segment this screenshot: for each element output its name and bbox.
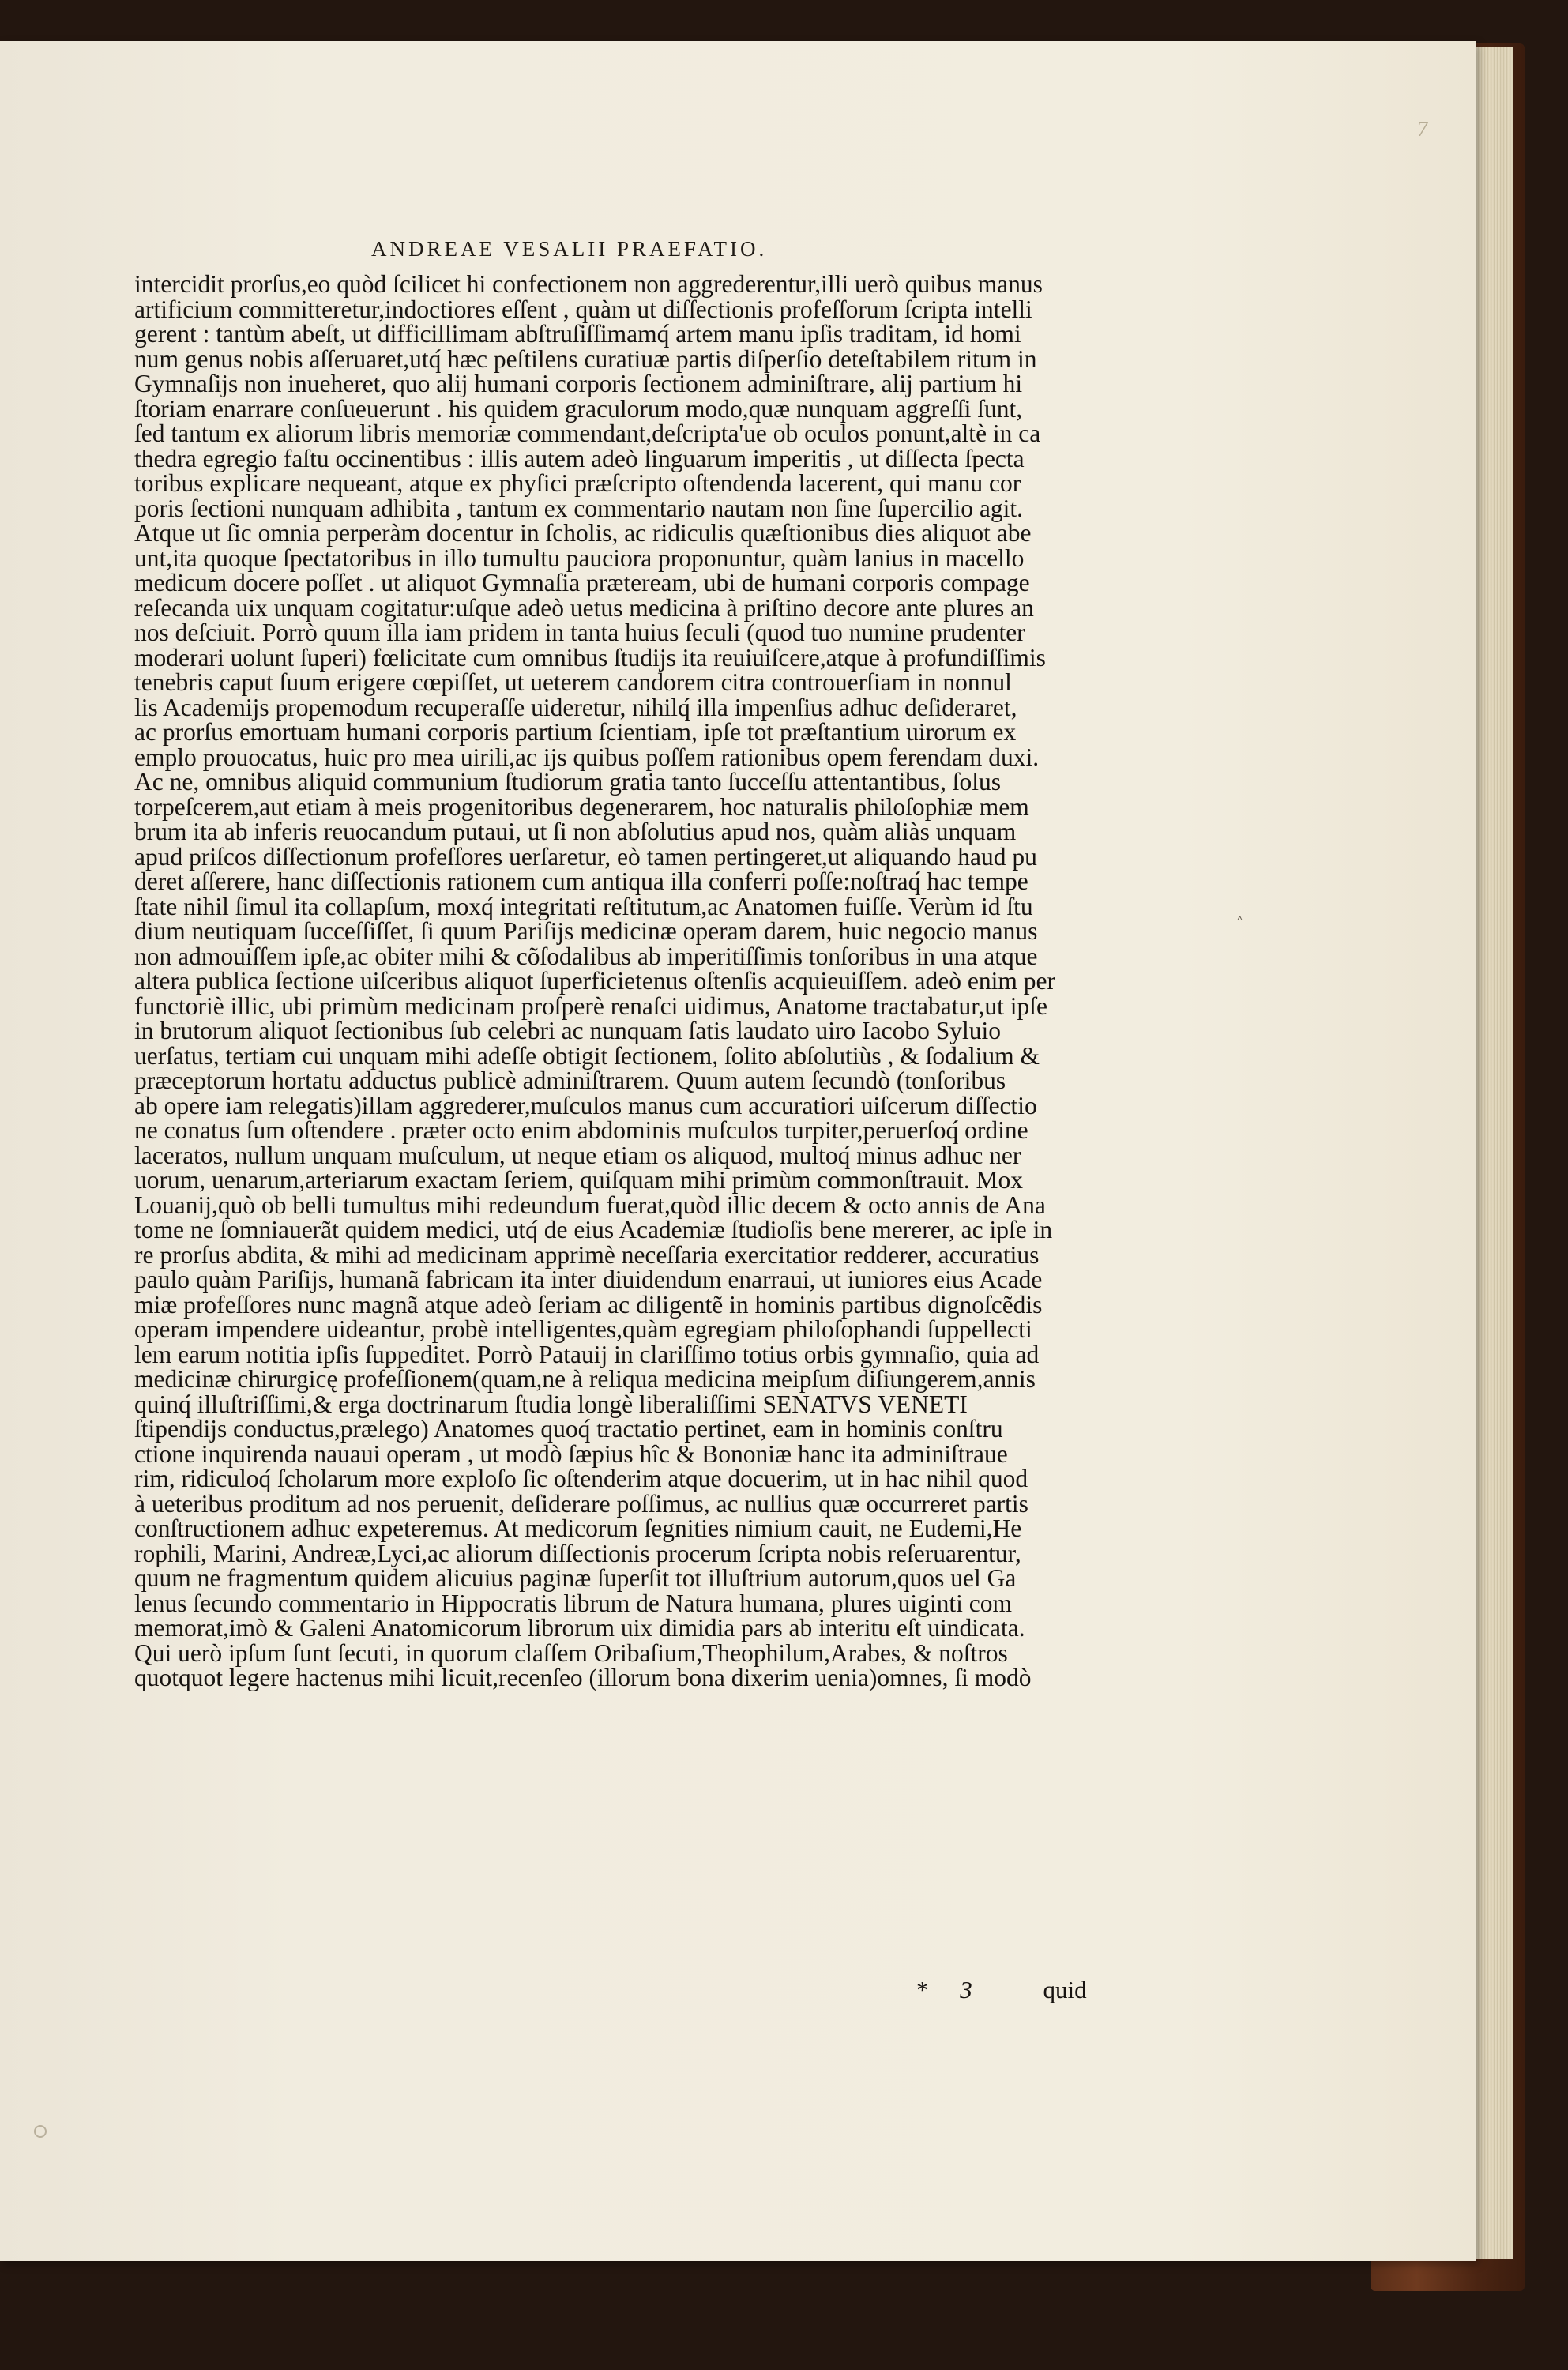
- text-line: nos deſciuit. Porrò quum illa iam pridem in tanta huius ſeculi (quod tuo numine prudenter: [134, 619, 1025, 646]
- text-line: ac prorſus emortuam humani corporis partium ſcientiam, ipſe tot præſtantium uirorum ex: [134, 718, 1017, 746]
- text-line: poris ſectioni nunquam adhibita , tantum ex commentario nautam non ſine ſupercilio agit.: [134, 494, 1023, 522]
- text-line: memorat,imò & Galeni Anatomicorum librorum uix dimidia pars ab interitu eſt uindicata.: [134, 1614, 1025, 1642]
- signature-number: 3: [960, 1976, 972, 2003]
- text-line: præceptorum hortatu adductus publicè adminiſtrarem. Quum autem ſecundò (tonſoribus: [134, 1066, 1006, 1094]
- text-line: ſed tantum ex aliorum libris memoriæ commendant,deſcripta'ue ob oculos ponunt,altè in ca: [134, 419, 1041, 447]
- text-line: lenus ſecundo commentario in Hippocratis librum de Natura humana, plures uiginti com: [134, 1589, 1012, 1617]
- text-line: Ac ne, omnibus aliquid communium ſtudiorum gratia tanto ſucceſſu attentantibus, ſolus: [134, 768, 1002, 796]
- folio-mark: 7: [1416, 118, 1429, 141]
- text-line: ſtipendijs conductus,prælego) Anatomes quoq́ tractatio pertinet, eam in hominis conſtru: [134, 1415, 1003, 1443]
- text-line: altera publica ſectione uiſceribus aliquot ſuperficietenus oſtenſis acquieuiſſem. adeò enim per: [134, 967, 1055, 995]
- text-line: apud priſcos diſſectionum profeſſores uerſaretur, eò tamen pertingeret,ut aliquando haud pu: [134, 842, 1037, 871]
- signature-mark: *: [916, 1976, 929, 2003]
- text-line: uerſatus, tertiam cui unquam mihi adeſſe obtigit ſectionem, ſolito abſolutiùs , & ſodalium &: [134, 1041, 1040, 1070]
- text-line: functoriè illic, ubi primùm medicinam proſperè renaſci uidimus, Anatome tractabatur,ut ipſe: [134, 991, 1048, 1020]
- text-line: ab opere iam relegatis)illam aggrederer,muſculos manus cum accuratiori uiſcerum diſſectio: [134, 1091, 1037, 1119]
- text-line: quinq́ illuſtriſſimi,& erga doctrinarum ſtudia longè liberaliſſimi SENATVS VENETI: [134, 1390, 968, 1418]
- signature-line: [916, 1976, 1087, 2004]
- text-line: quum ne fragmentum quidem alicuius paginæ ſuperſit tot illuſtrium autorum,quos uel Ga: [134, 1564, 1017, 1592]
- text-line: deret aſſerere, hanc diſſectionis rationem cum antiqua illa conferri poſſe:noſtraq́ hac tempe: [134, 867, 1028, 895]
- text-line: medicinæ chirurgicę profeſſionem(quam,ne à reliqua medicina meipſum diſiungerem,annis: [134, 1365, 1036, 1393]
- text-line: Atque ut ſic omnia perperàm docentur in ſcholis, ac ridiculis quæſtionibus dies aliquot abe: [134, 519, 1032, 547]
- text-line: ctione inquirenda nauaui operam , ut modò ſæpius hîc & Bononiæ hanc ita adminiſtraue: [134, 1439, 1008, 1468]
- text-line: ne conatus ſum oſtendere . præter octo enim abdominis muſculos turpiter,peruerſoq́ ordine: [134, 1116, 1028, 1144]
- text-line: tenebris caput ſuum erigere cœpiſſet, ut ueterem candorem citra controuerſiam in nonnul: [134, 668, 1012, 696]
- text-line: ſtate nihil ſimul ita collapſum, moxq́ integritati reſtitutum,ac Anatomen fuiſſe. Verùm id ſtu: [134, 892, 1033, 920]
- text-line: lem earum notitia ipſis ſuppeditet. Porrò Patauij in clariſſimo totius orbis gymnaſio, quia ad: [134, 1340, 1040, 1368]
- text-line: ſtoriam enarrare conſueuerunt . his quidem graculorum modo,quæ nunquam aggreſſi ſunt,: [134, 394, 1023, 423]
- text-line: in brutorum aliquot ſectionibus ſub celebri ac nunquam ſatis laudato uiro Iacobo Syluio: [134, 1017, 1002, 1044]
- text-line: toribus explicare nequeant, atque ex phyſici præſcripto oſtendenda lacerent, qui manu cor: [134, 469, 1021, 497]
- text-line: tome ne ſomniauerãt quidem medici, utq́ de eius Academiæ ſtudioſis bene mererer, ac ipſe in: [134, 1216, 1053, 1243]
- text-line: conſtructionem adhuc expeteremus. At medicorum ſegnities nimium cauit, ne Eudemi,He: [134, 1514, 1022, 1542]
- book-page: [0, 41, 1476, 2261]
- text-line: lis Academijs propemodum recuperaſſe uideretur, nihilq́ illa impenſius adhuc deſideraret,: [134, 693, 1017, 721]
- text-line: thedra egregio faſtu occinentibus : illis autem adeò linguarum imperitis , ut diſſecta ſpecta: [134, 444, 1025, 472]
- ink-spot: [34, 2125, 47, 2138]
- text-line: Louanij,quò ob belli tumultus mihi redeundum fuerat,quòd illic decem & octo annis de Ana: [134, 1191, 1046, 1219]
- text-line: à ueteribus proditum ad nos peruenit, deſiderare poſſimus, ac nullius quæ occurreret partis: [134, 1489, 1028, 1518]
- text-line: rophili, Marini, Andreæ,Lyci,ac aliorum diſſectionis procerum ſcripta nobis reſeruarentur,: [134, 1539, 1021, 1567]
- text-line: operam impendere uideantur, probè intelligentes,quàm egregiam philoſophandi ſuppellecti: [134, 1315, 1032, 1343]
- text-line: re prorſus abdita, & mihi ad medicinam apprimè neceſſaria exercitatior redderer, accuratius: [134, 1240, 1040, 1269]
- text-line: gerent : tantùm abeſt, ut difficillimam abſtruſiſſimamq́ artem manu ipſis traditam, id homi: [134, 320, 1021, 348]
- text-line: dium neutiquam ſucceſſiſſet, ſi quum Pariſijs medicinæ operam darem, huic negocio manus: [134, 917, 1038, 945]
- text-line: laceratos, nullum unquam muſculum, ut neque etiam os aliquod, multoq́ minus adhuc ner: [134, 1141, 1021, 1169]
- text-line: reſecanda uix unquam cogitatur:uſque adeò uetus medicina à priſtino decore ante plures an: [134, 593, 1034, 622]
- text-line: unt,ita quoque ſpectatoribus in illo tumultu pauciora proponuntur, quàm lanius in macello: [134, 544, 1025, 572]
- text-line: miæ profeſſores nunc magnã atque adeò ſeriam ac diligentẽ in hominis partibus dignoſcẽdis: [134, 1290, 1043, 1319]
- text-line: quotquot legere hactenus mihi licuit,recenſeo (illorum bona dixerim uenia)omnes, ſi modò: [134, 1664, 1032, 1691]
- running-head: ANDREAE VESALII PRAEFATIO.: [371, 237, 768, 261]
- margin-tick-icon: ˄: [1236, 915, 1243, 931]
- text-line: uorum, uenarum,arteriarum exactam ſeriem, quiſquam mihi primùm commonſtrauit. Mox: [134, 1166, 1023, 1194]
- text-line: rim, ridiculoq́ ſcholarum more exploſo ſic oſtenderim atque docuerim, ut in hac nihil quod: [134, 1465, 1028, 1492]
- body-text: [134, 272, 1078, 1691]
- text-line: num genus nobis aſſeruaret,utq́ hæc peſtilens curatiuæ partis diſperſio deteſtabilem ritum in: [134, 344, 1037, 373]
- text-line: Qui uerò ipſum ſunt ſecuti, in quorum claſſem Oribaſium,Theophilum,Arabes, & noſtros: [134, 1638, 1008, 1667]
- text-line: moderari uolunt ſuperi) fœlicitate cum omnibus ſtudijs ita reuiuiſcere,atque à profundiſſimis: [134, 643, 1046, 672]
- text-line: intercidit prorſus,eo quòd ſcilicet hi confectionem non aggrederentur,illi uerò quibus manus: [134, 270, 1043, 298]
- text-line: paulo quàm Pariſijs, humanã fabricam ita inter diuidendum enarraui, ut iuniores eius Acade: [134, 1266, 1043, 1293]
- text-line: non admouiſſem ipſe,ac obiter mihi & cõſodalibus ab imperitiſſimis tonſoribus in una atque: [134, 942, 1038, 970]
- text-line: torpeſcerem,aut etiam à meis progenitoribus degenerarem, hoc naturalis philoſophiæ mem: [134, 792, 1029, 821]
- text-line: artificium committeretur,indoctiores eſſent , quàm ut diſſectionis profeſſorum ſcripta intelli: [134, 295, 1032, 323]
- catchword: quid: [1043, 1976, 1087, 2003]
- text-line: medicum docere poſſet . ut aliquot Gymnaſia præteream, ubi de humani corporis compage: [134, 569, 1030, 596]
- text-line: emplo prouocatus, huic pro mea uirili,ac ijs quibus poſſem rationibus opem ferendam duxi.: [134, 743, 1040, 771]
- text-line: Gymnaſijs non inueheret, quo alij humani corporis ſectionem adminiſtrare, alij partium hi: [134, 370, 1023, 397]
- text-line: brum ita ab inferis reuocandum putaui, ut ſi non abſolutius apud nos, quàm aliàs unquam: [134, 818, 1017, 845]
